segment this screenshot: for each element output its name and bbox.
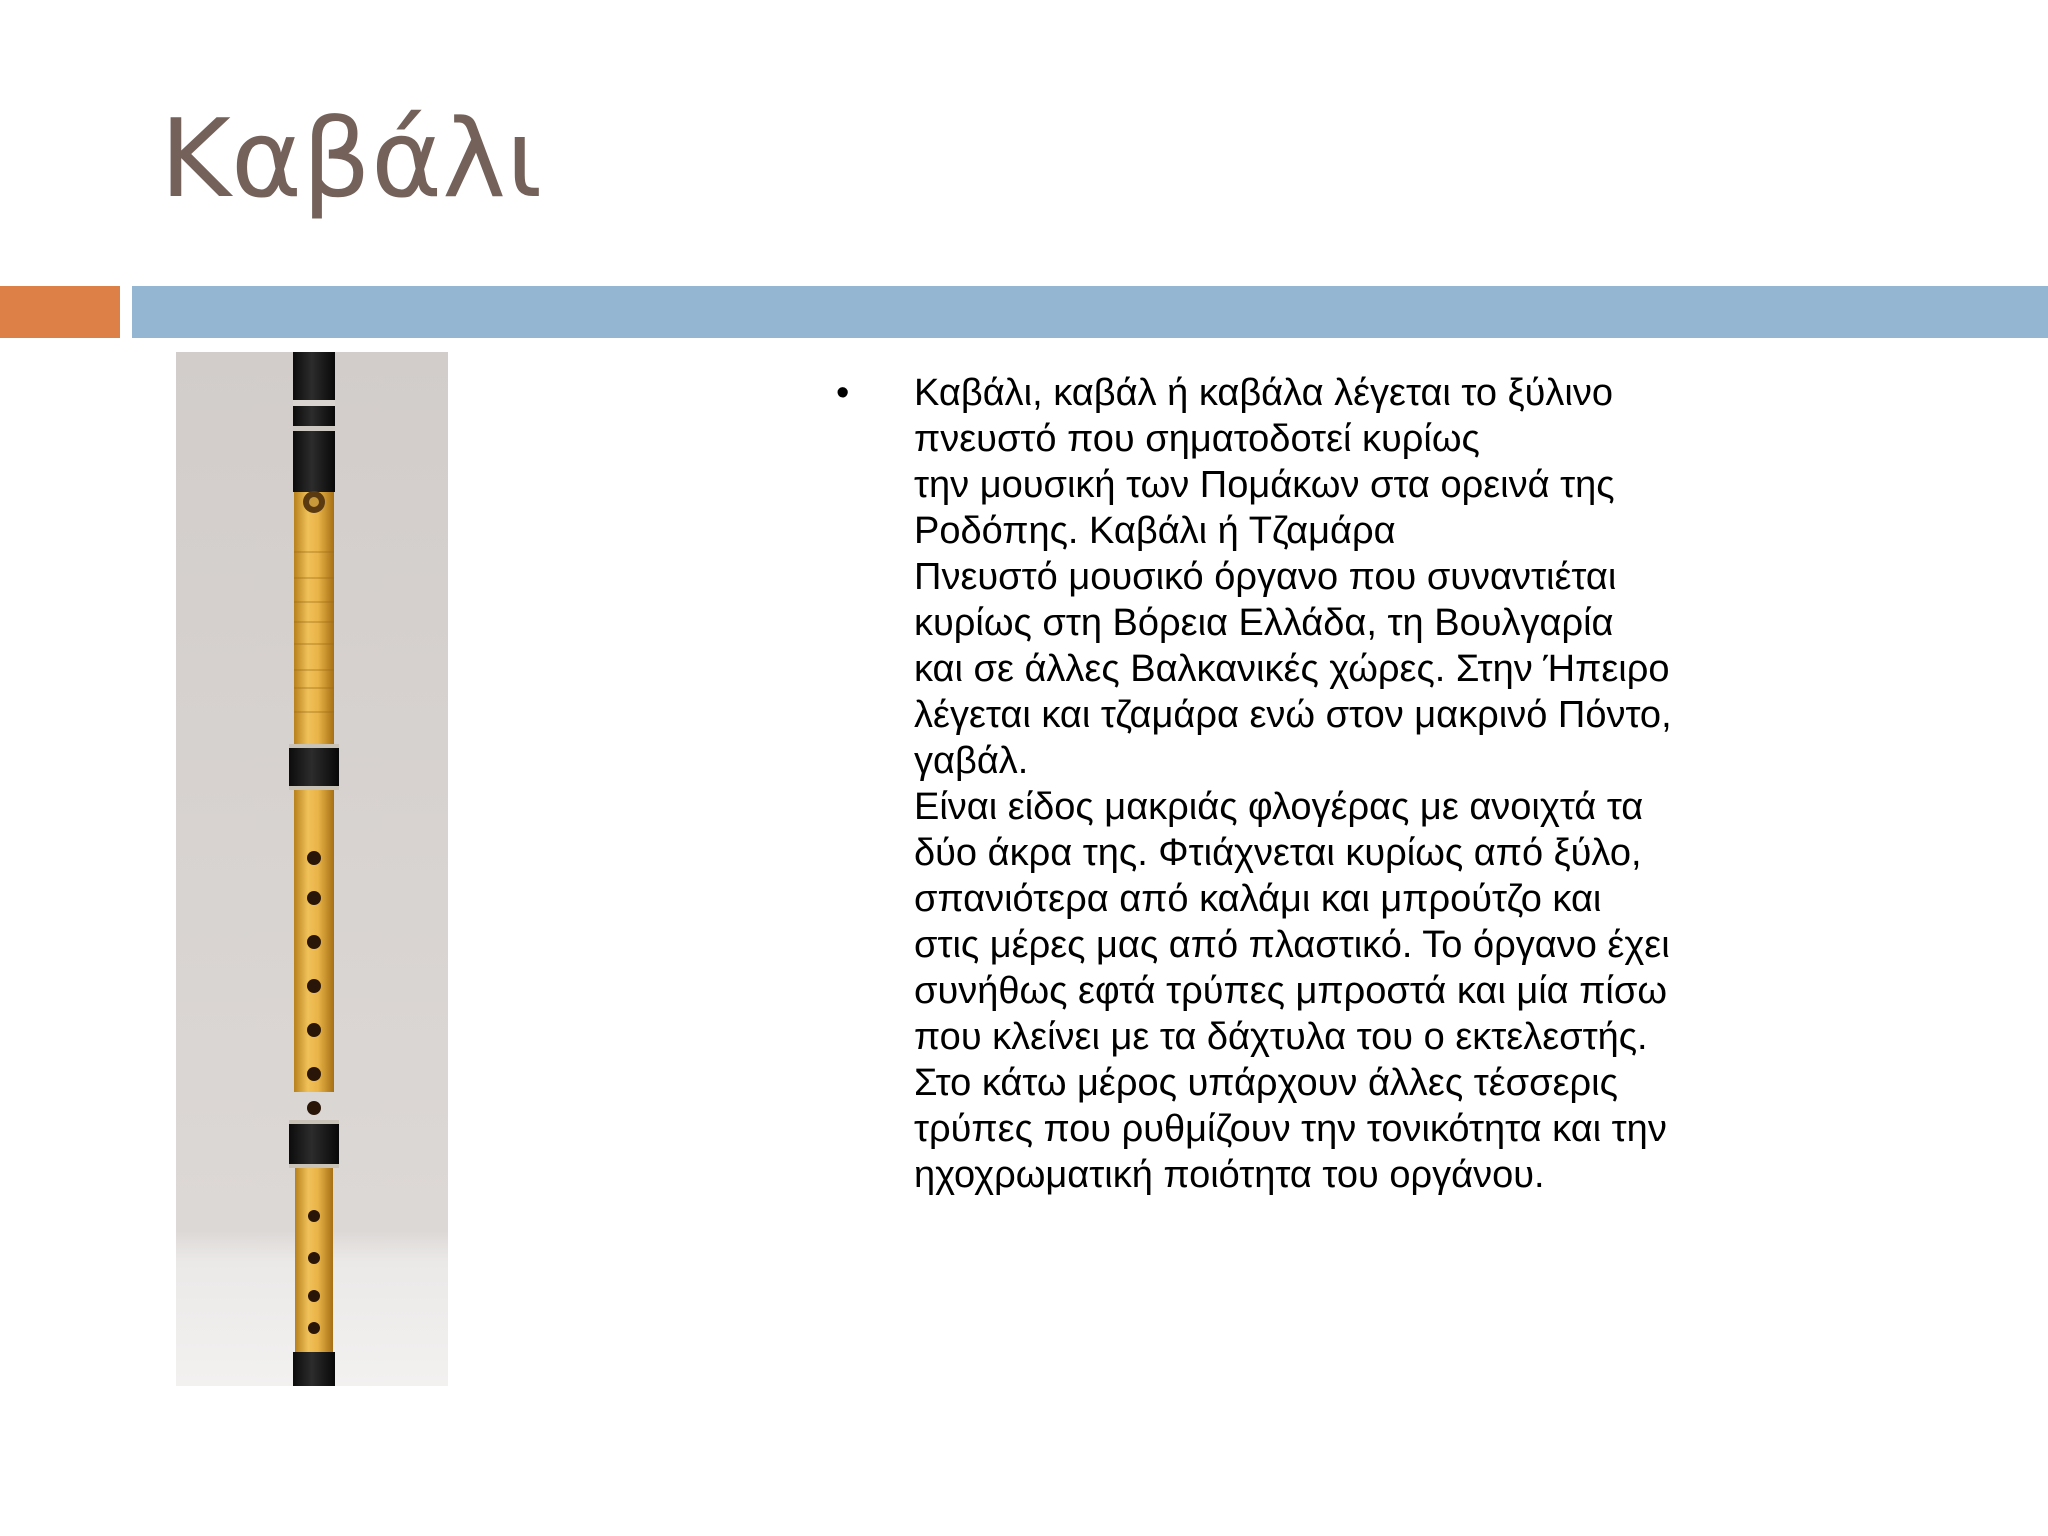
accent-bar-blue bbox=[132, 286, 2048, 338]
text-line: γαβάλ. bbox=[914, 740, 1029, 782]
text-line: Είναι είδος μακριάς φλογέρας με ανοιχτά τα bbox=[914, 786, 1644, 828]
text-line: Καβάλι, καβάλ ή καβάλα λέγεται το ξύλινο bbox=[914, 372, 1613, 414]
bullet-dot: • bbox=[836, 372, 850, 414]
text-line: κυρίως στη Βόρεια Ελλάδα, τη Βουλγαρία bbox=[914, 602, 1614, 644]
text-line: λέγεται και τζαμάρα ενώ στον μακρινό Πόντο, bbox=[914, 694, 1672, 736]
text-line: Πνευστό μουσικό όργανο που συναντιέται bbox=[914, 556, 1617, 598]
text-line: Στο κάτω μέρος υπάρχουν άλλες τέσσερις bbox=[914, 1062, 1618, 1104]
accent-bar-orange bbox=[0, 286, 120, 338]
text-line: πνευστό που σηματοδοτεί κυρίως bbox=[914, 418, 1480, 460]
slide-title: Καβάλι bbox=[160, 97, 543, 222]
text-line: ηχοχρωματική ποιότητα του οργάνου. bbox=[914, 1154, 1545, 1196]
kaval-flute-photo bbox=[176, 352, 448, 1386]
bullet-paragraph bbox=[914, 370, 1834, 1198]
text-line: και σε άλλες Βαλκανικές χώρες. Στην Ήπειρο bbox=[914, 648, 1670, 690]
text-line: την μουσική των Πομάκων στα ορεινά της bbox=[914, 464, 1615, 506]
text-line: Ροδόπης. Καβάλι ή Τζαμάρα bbox=[914, 510, 1396, 552]
text-line: τρύπες που ρυθμίζουν την τονικότητα και την bbox=[914, 1108, 1667, 1150]
text-line: που κλείνει με τα δάχτυλα του ο εκτελεστής. bbox=[914, 1016, 1648, 1058]
text-line: δύο άκρα της. Φτιάχνεται κυρίως από ξύλο, bbox=[914, 832, 1642, 874]
text-line: συνήθως εφτά τρύπες μπροστά και μία πίσω bbox=[914, 970, 1667, 1012]
text-line: στις μέρες μας από πλαστικό. Το όργανο έχει bbox=[914, 924, 1670, 966]
text-line: σπανιότερα από καλάμι και μπρούτζο και bbox=[914, 878, 1602, 920]
